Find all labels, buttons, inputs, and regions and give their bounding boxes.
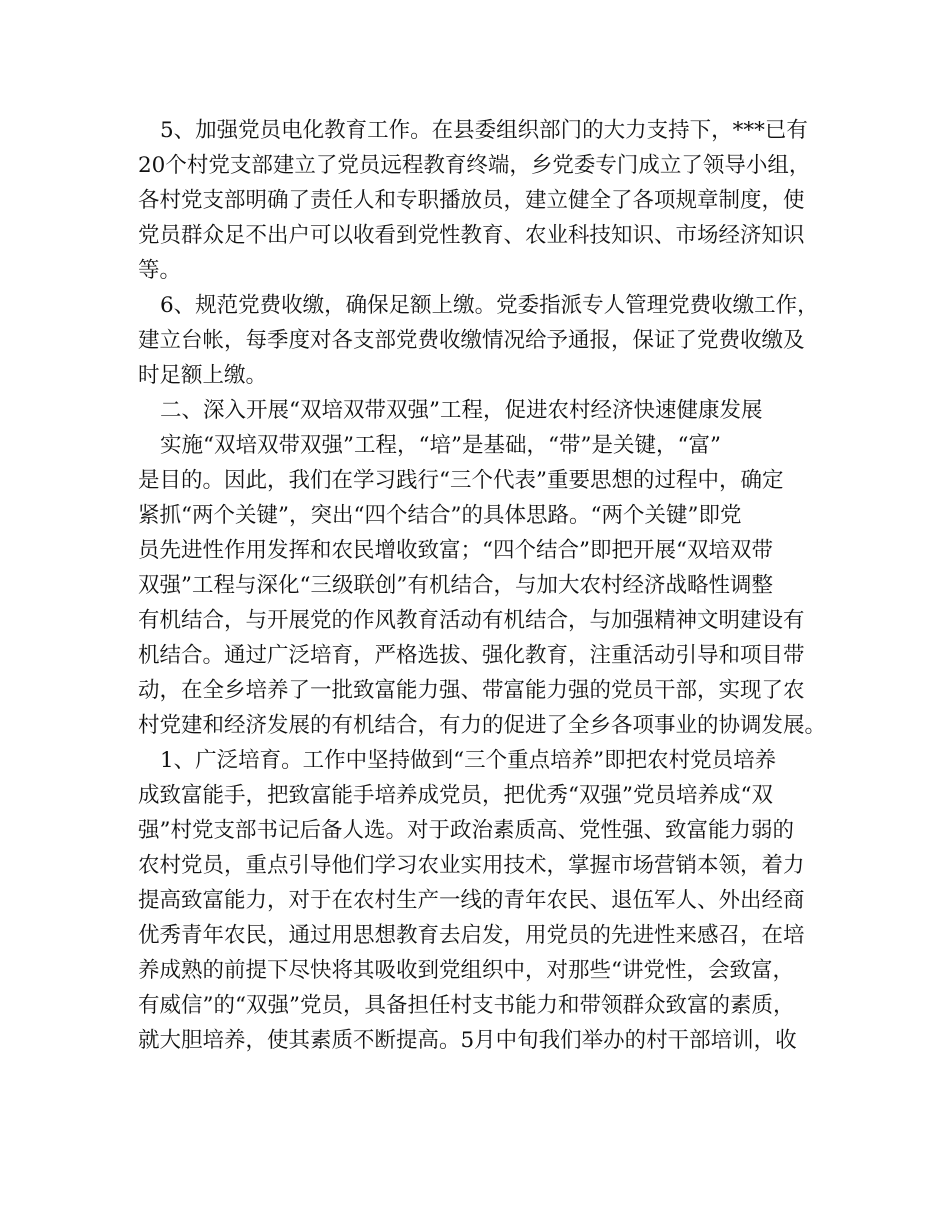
text-line: 建立台帐，每季度对各支部党费收缴情况给予通报，保证了党费收缴及 (138, 328, 805, 353)
text-line: 紧抓“两个关键”，突出“四个结合”的具体思路。“两个关键”即党 (138, 503, 742, 528)
text-line: 有威信”的“双强”党员，具备担任村支书能力和带领群众致富的素质， (138, 993, 795, 1018)
text-line: 6、规范党费收缴，确保足额上缴。党委指派专人管理党费收缴工作， (160, 293, 819, 318)
text-line: 养成熟的前提下尽快将其吸收到党组织中，对那些“讲党性，会致富， (138, 958, 794, 983)
text-line: 机结合。通过广泛培育，严格选拔、强化教育，注重活动引导和项目带 (138, 643, 805, 668)
text-line: 党员群众足不出户可以收看到党性教育、农业科技知识、市场经济知识 (138, 223, 805, 248)
text-line: 实施“双培双带双强”工程，“培”是基础，“带”是关键，“富” (160, 433, 721, 458)
text-line: 有机结合，与开展党的作风教育活动有机结合，与加强精神文明建设有 (138, 608, 805, 633)
text-line: 农村党员，重点引导他们学习农业实用技术，掌握市场营销本领，着力 (138, 853, 805, 878)
text-line: 员先进性作用发挥和农民增收致富；“四个结合”即把开展“双培双带 (138, 538, 773, 563)
text-line: 成致富能手，把致富能手培养成党员，把优秀“双强”党员培养成“双 (138, 783, 773, 808)
text-line: 就大胆培养，使其素质不断提高。5月中旬我们举办的村干部培训，收 (138, 1028, 797, 1053)
document-body (138, 113, 832, 1058)
text-line: 二、深入开展“双培双带双强”工程，促进农村经济快速健康发展 (160, 398, 763, 423)
text-line: 双强”工程与深化“三级联创”有机结合，与加大农村经济战略性调整 (138, 573, 773, 598)
text-line: 优秀青年农民，通过用思想教育去启发，用党员的先进性来感召，在培 (138, 923, 805, 948)
text-line: 20个村党支部建立了党员远程教育终端，乡党委专门成立了领导小组， (138, 153, 811, 178)
text-line: 时足额上缴。 (138, 363, 268, 388)
text-line: 各村党支部明确了责任人和专职播放员，建立健全了各项规章制度，使 (138, 188, 805, 213)
text-line: 等。 (138, 258, 182, 283)
text-line: 5、加强党员电化教育工作。在县委组织部门的大力支持下，***已有 (160, 118, 808, 143)
text-line: 村党建和经济发展的有机结合，有力的促进了全乡各项事业的协调发展。 (138, 713, 827, 738)
text-line: 动，在全乡培养了一批致富能力强、带富能力强的党员干部，实现了农 (138, 678, 805, 703)
text-line: 是目的。因此，我们在学习践行“三个代表”重要思想的过程中，确定 (138, 468, 784, 493)
text-line: 1、广泛培育。工作中坚持做到“三个重点培养”即把农村党员培养 (160, 748, 777, 773)
text-line: 提高致富能力，对于在农村生产一线的青年农民、退伍军人、外出经商 (138, 888, 805, 913)
text-line: 强”村党支部书记后备人选。对于政治素质高、党性强、致富能力弱的 (138, 818, 794, 843)
